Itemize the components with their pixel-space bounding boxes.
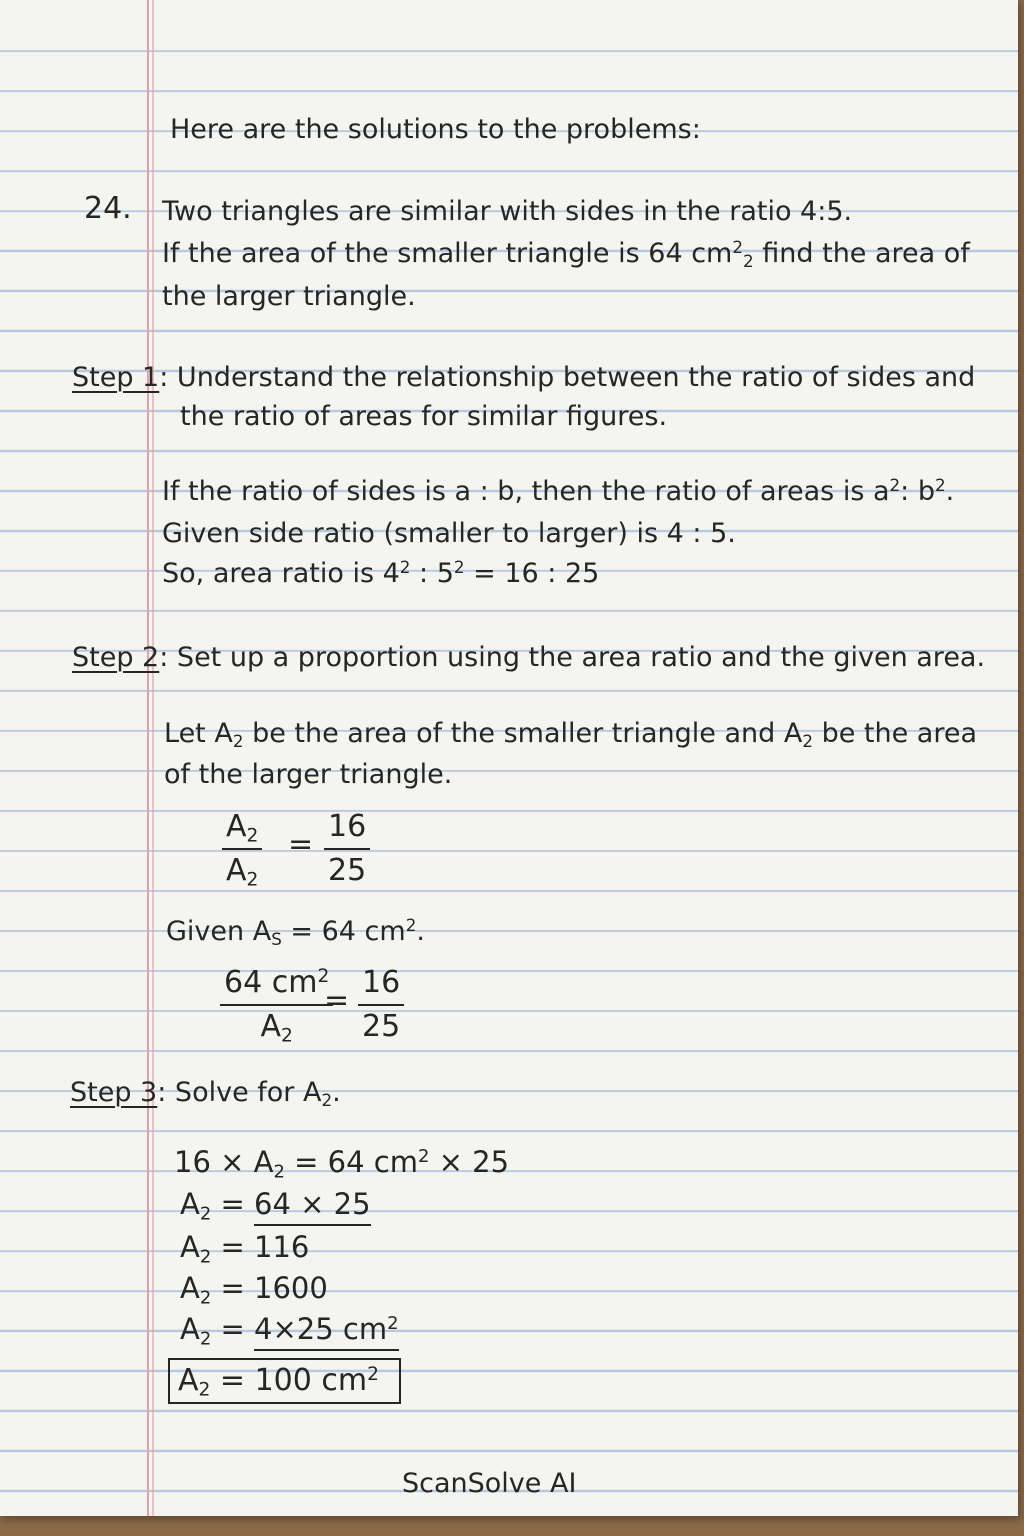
step1-label: Step 1	[72, 362, 160, 393]
problem-line-3: the larger triangle.	[162, 281, 416, 312]
problem-line-2: If the area of the smaller triangle is 64 $cm^2_2$ find the area of	[162, 236, 970, 272]
step1-body-2: Given side ratio (smaller to larger) is 4 : 5.	[162, 518, 736, 549]
problem-line-1: Two triangles are similar with sides in the ratio 4:5.	[162, 196, 853, 227]
fraction-16-over-25: $\frac{16}{25}$	[324, 812, 370, 886]
step2-label: Step 2	[72, 642, 160, 673]
final-answer-box: $A_2 = 100$ $cm^2$	[168, 1358, 401, 1404]
step2-let-line-2: of the larger triangle.	[164, 759, 453, 790]
step3-heading: Step 3: Solve for $A_2$.	[70, 1077, 341, 1111]
solve-line-4: $A_2 = 1600$	[180, 1271, 328, 1309]
fraction-64cm2-over-a2: $\frac{64 cm^2}{A_2}$	[220, 968, 333, 1042]
margin-line-secondary	[152, 0, 154, 1516]
step1-body-3: So, area ratio is $4^2$ : $5^2 = 16$ : 25	[162, 556, 600, 589]
problem-number: 24.	[84, 191, 132, 226]
footer-brand: ScanSolve AI	[402, 1468, 577, 1499]
equals-sign: =	[288, 827, 314, 862]
step1-heading: Step 1: Understand the relationship between the ratio of sides and	[72, 362, 976, 393]
solve-line-1: $16 \times A_2 = 64$ $cm^2 \times 25$	[174, 1145, 510, 1183]
solve-line-3: $A_2 = 116$	[180, 1230, 310, 1268]
step1-body-1: If the ratio of sides is a : b, then the ratio of areas is $a^2$: $b^2$.	[162, 474, 955, 507]
step2-heading: Step 2: Set up a proportion using the area ratio and the given area.	[72, 642, 986, 673]
margin-line	[147, 0, 149, 1516]
fraction-16-over-25-second: $\frac{16}{25}$	[358, 968, 404, 1042]
step2-let-line-1: Let $A_2$ be the area of the smaller triangle and $A_2$ be the area	[164, 718, 978, 752]
fraction-a2-over-a2: $\frac{A_2}{A_2}$	[222, 812, 262, 886]
equals-sign: =	[324, 983, 350, 1018]
step3-label: Step 3	[70, 1077, 158, 1108]
intro-text: Here are the solutions to the problems:	[170, 114, 701, 145]
solve-line-5: $A_2 = 4\times 25$ $cm^2$	[180, 1312, 399, 1350]
solve-line-2: $A_2 = 64 \times 25$	[180, 1187, 371, 1225]
step1-heading-cont: the ratio of areas for similar figures.	[180, 401, 668, 432]
given-area-line: Given $A_S = 64$ $cm^2$.	[166, 914, 425, 950]
